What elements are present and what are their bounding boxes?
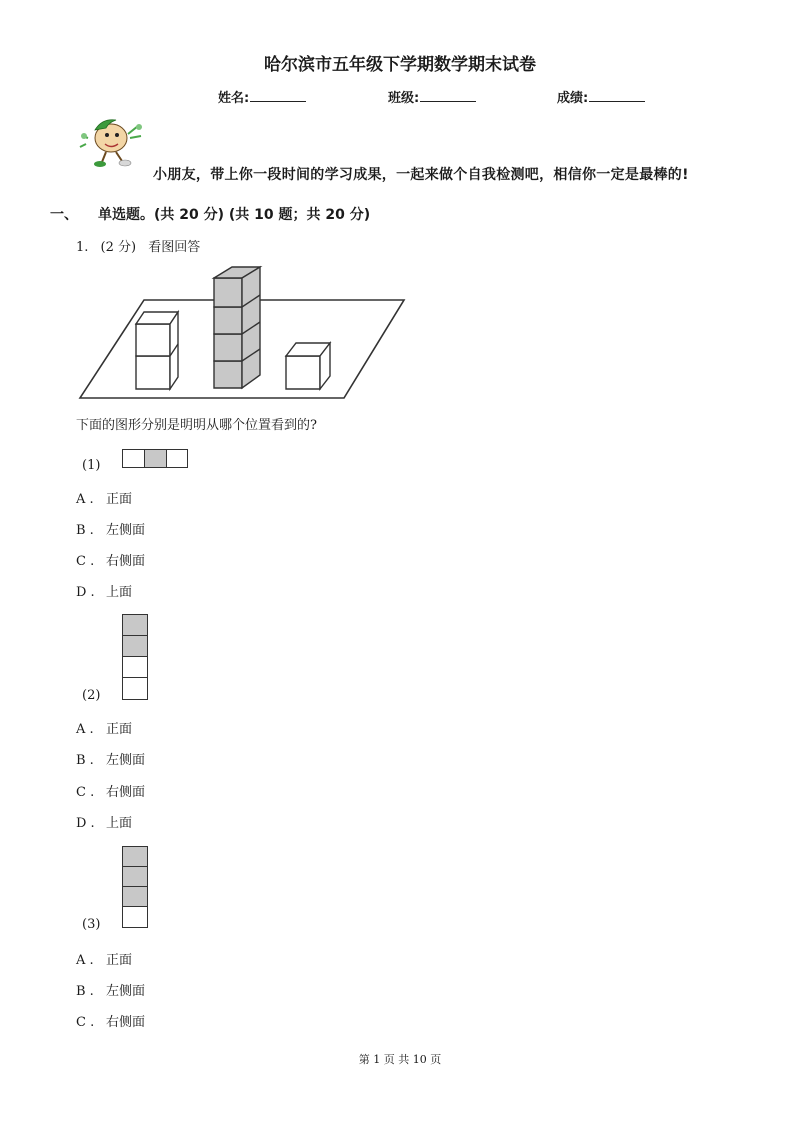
- option-c[interactable]: [76, 550, 145, 569]
- option-text: 正面: [106, 953, 133, 968]
- view-cell: [122, 614, 148, 636]
- section-number: 一、: [50, 207, 78, 223]
- name-label: 姓名:: [218, 91, 250, 106]
- score-label: 成绩:: [557, 91, 589, 106]
- option-text: 左侧面: [106, 523, 146, 538]
- option-letter: C .: [76, 1015, 95, 1030]
- option-letter: B .: [76, 753, 94, 768]
- view-cell: [122, 656, 148, 678]
- part-2-view: [122, 614, 148, 700]
- intro-text: 小朋友，带上你一段时间的学习成果，一起来做个自我检测吧，相信你一定是最棒的!: [153, 167, 689, 183]
- option-c[interactable]: [76, 1011, 145, 1030]
- option-b[interactable]: [76, 980, 145, 999]
- score-blank: [589, 88, 645, 102]
- option-b[interactable]: [76, 519, 145, 538]
- option-text: 左侧面: [106, 753, 146, 768]
- class-label: 班级:: [388, 91, 420, 106]
- part-3-view: [122, 846, 148, 928]
- option-text: 右侧面: [106, 1015, 146, 1030]
- option-a[interactable]: [76, 488, 132, 507]
- option-letter: A .: [76, 953, 94, 968]
- section-header: [50, 204, 370, 224]
- part-3-label: (3): [82, 917, 101, 932]
- option-letter: B .: [76, 984, 94, 999]
- name-blank: [250, 88, 306, 102]
- option-letter: C .: [76, 554, 95, 569]
- part-1-view: [122, 449, 188, 468]
- view-cell: [122, 886, 148, 907]
- cube-arrangement-figure: [78, 264, 408, 402]
- view-cell: [122, 677, 148, 700]
- option-text: 上面: [106, 816, 133, 831]
- cartoon-kid-icon: [78, 114, 148, 170]
- question-sub-prompt: 下面的图形分别是明明从哪个位置看到的?: [76, 418, 317, 433]
- view-cell: [122, 846, 148, 867]
- view-cell: [122, 635, 148, 657]
- part-1-label: (1): [82, 458, 101, 473]
- option-text: 右侧面: [106, 785, 146, 800]
- option-letter: C .: [76, 785, 95, 800]
- question-number: 1.: [76, 240, 89, 255]
- option-letter: D .: [76, 585, 95, 600]
- name-field: [218, 87, 306, 106]
- option-text: 正面: [106, 722, 133, 737]
- option-d[interactable]: [76, 581, 132, 600]
- page-footer: 第 1 页 共 10 页: [358, 1053, 442, 1066]
- view-cell: [166, 449, 188, 468]
- option-letter: A .: [76, 722, 94, 737]
- option-c[interactable]: [76, 781, 145, 800]
- class-field: [388, 87, 476, 106]
- option-a[interactable]: [76, 949, 132, 968]
- option-letter: A .: [76, 492, 94, 507]
- view-cell: [122, 906, 148, 928]
- option-letter: D .: [76, 816, 95, 831]
- option-text: 左侧面: [106, 984, 146, 999]
- option-b[interactable]: [76, 749, 145, 768]
- part-2-label: (2): [82, 688, 101, 703]
- question-prompt: 看图回答: [148, 240, 201, 255]
- view-cell: [122, 449, 145, 468]
- view-cell: [122, 866, 148, 887]
- section-title: 单选题。(共 20 分) (共 10 题；共 20 分): [98, 207, 371, 223]
- question-header: [76, 236, 200, 255]
- option-text: 右侧面: [106, 554, 146, 569]
- option-a[interactable]: [76, 718, 132, 737]
- view-cell: [144, 449, 167, 468]
- page-title: 哈尔滨市五年级下学期数学期末试卷: [264, 55, 536, 75]
- option-letter: B .: [76, 523, 94, 538]
- option-text: 上面: [106, 585, 133, 600]
- score-field: [557, 87, 645, 106]
- option-d[interactable]: [76, 812, 132, 831]
- option-text: 正面: [106, 492, 133, 507]
- question-score: (2 分): [100, 240, 137, 255]
- class-blank: [420, 88, 476, 102]
